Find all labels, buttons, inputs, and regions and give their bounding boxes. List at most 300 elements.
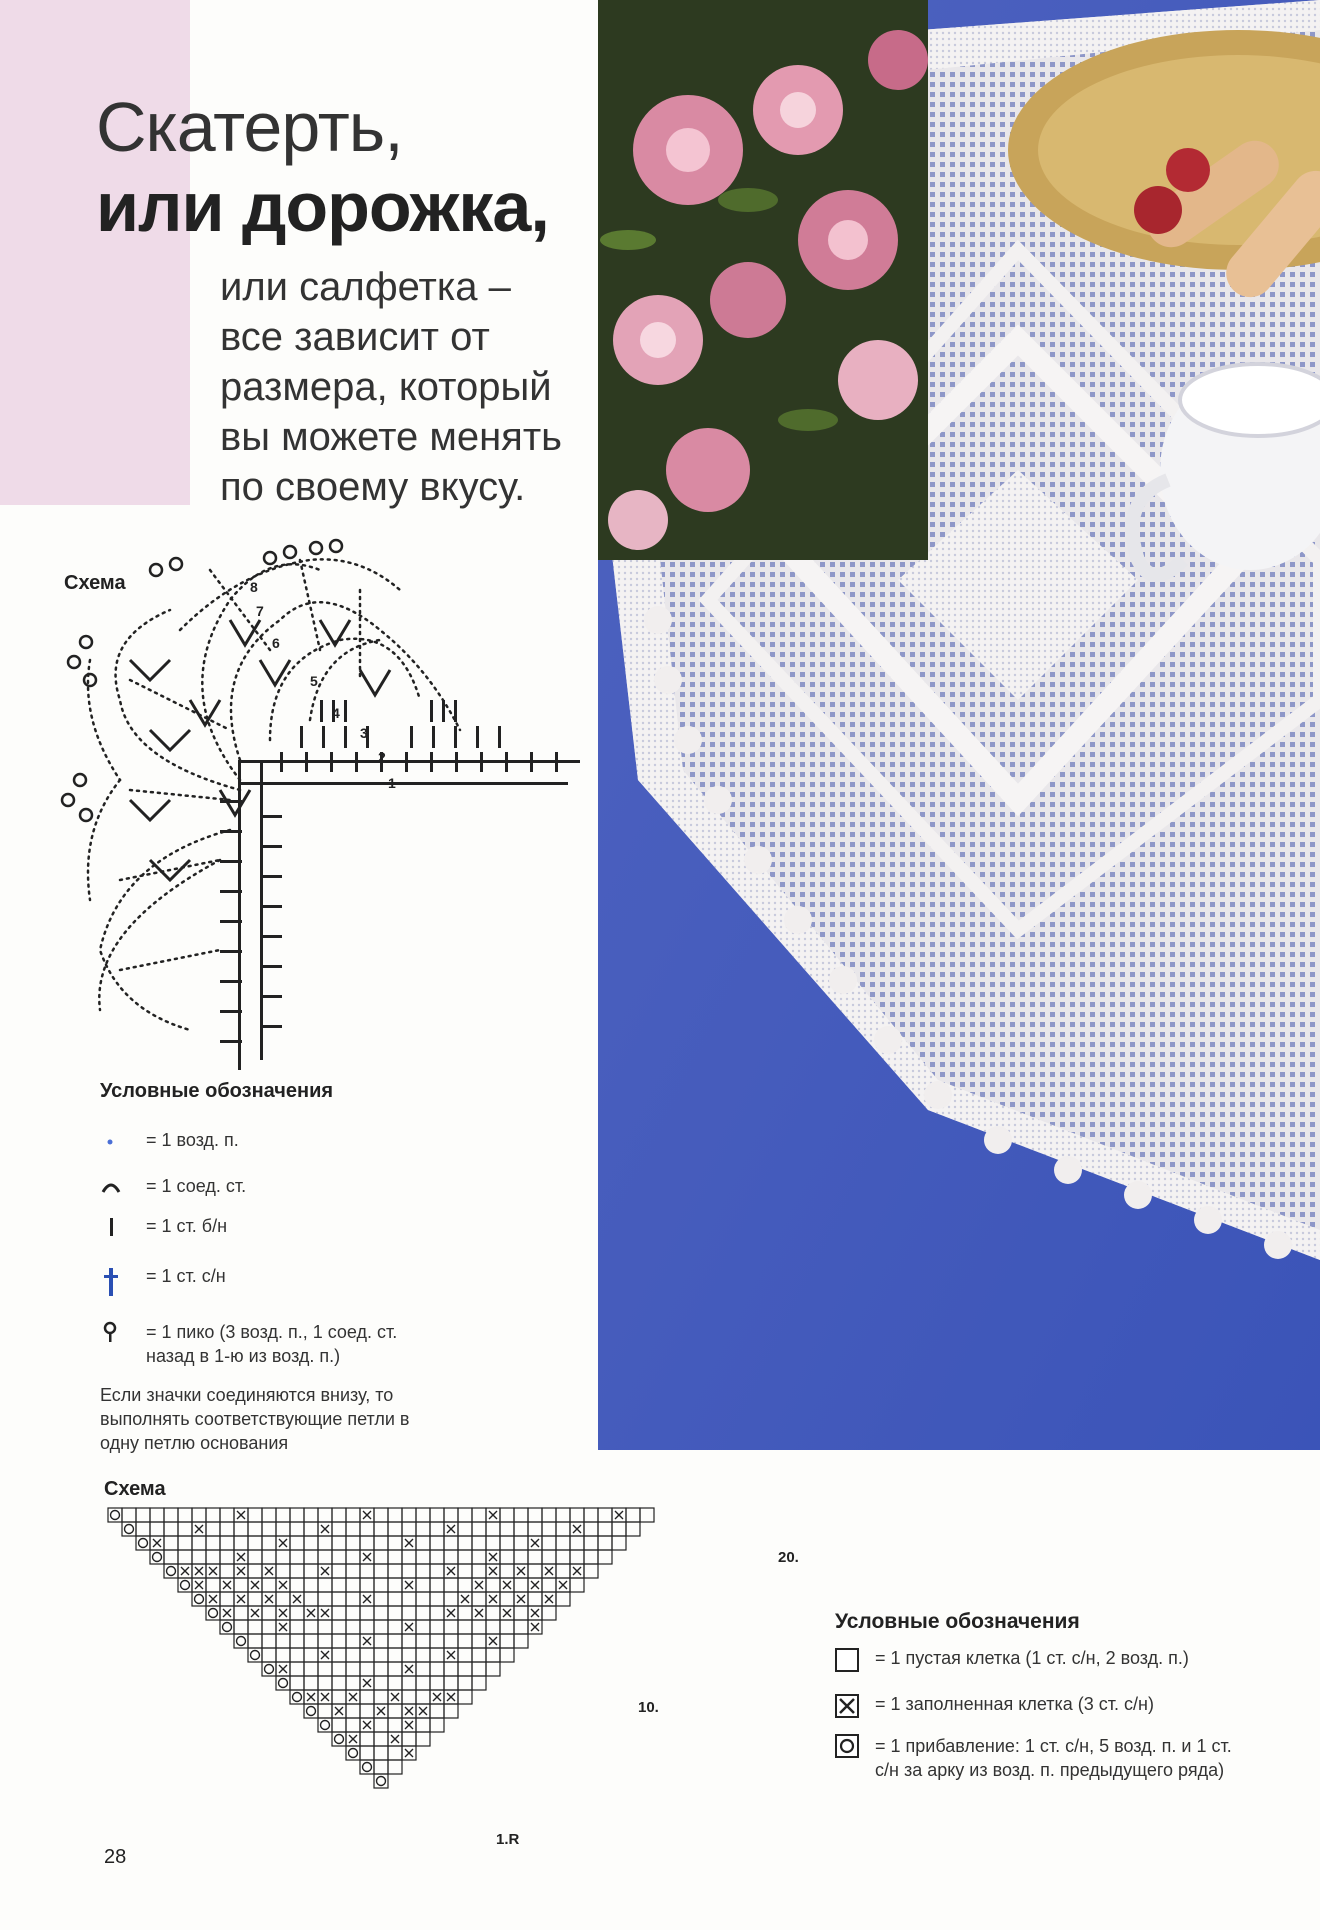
chart-cell (416, 1648, 430, 1662)
chart-cell (318, 1550, 332, 1564)
row-label: 1.R (496, 1831, 520, 1848)
intro-text: или салфетка – все зависит от размера, который вы можете менять по своему вкусу. (220, 265, 562, 509)
chart-cell (402, 1676, 416, 1690)
chart-cell (332, 1606, 346, 1620)
chart-cell (472, 1620, 486, 1634)
filled-mark (209, 1567, 217, 1575)
chart-cell (444, 1592, 458, 1606)
chart-cell (416, 1508, 430, 1522)
chart-cell (472, 1648, 486, 1662)
filled-mark (307, 1693, 315, 1701)
chart-cell (346, 1592, 360, 1606)
chart-cell (248, 1550, 262, 1564)
filled-mark (321, 1651, 329, 1659)
chart-cell (458, 1634, 472, 1648)
chart-cell (374, 1578, 388, 1592)
chart-cell (542, 1508, 556, 1522)
chart-cell (206, 1578, 220, 1592)
chart-cell (598, 1522, 612, 1536)
filled-mark (363, 1553, 371, 1561)
row-number: 2 (378, 749, 386, 765)
filled-mark (615, 1511, 623, 1519)
filled-mark (447, 1609, 455, 1617)
chart-cell (234, 1536, 248, 1550)
chart-cell (136, 1508, 150, 1522)
schema2-label: Схема (104, 1478, 166, 1500)
filled-mark (489, 1567, 497, 1575)
chart-cell (458, 1690, 472, 1704)
chart-cell (360, 1606, 374, 1620)
filled-mark (181, 1567, 189, 1575)
chart-cell (472, 1522, 486, 1536)
chart-cell (290, 1634, 304, 1648)
increase-mark (251, 1651, 260, 1660)
chart-cell (500, 1522, 514, 1536)
chart-cell (444, 1662, 458, 1676)
increase-mark (153, 1553, 162, 1562)
chart-cell (304, 1620, 318, 1634)
chart-cell (402, 1550, 416, 1564)
chart-cell (486, 1522, 500, 1536)
chart-cell (192, 1550, 206, 1564)
chart-cell (304, 1676, 318, 1690)
filled-mark (531, 1581, 539, 1589)
chart-cell (318, 1676, 332, 1690)
increase-mark (293, 1693, 302, 1702)
chart-cell (500, 1508, 514, 1522)
chart-cell (234, 1522, 248, 1536)
filled-mark (279, 1623, 287, 1631)
chart-cell (416, 1578, 430, 1592)
chart-cell (416, 1690, 430, 1704)
chart-cell (388, 1634, 402, 1648)
chart-cell (220, 1508, 234, 1522)
chart-cell (416, 1592, 430, 1606)
chart-cell (500, 1648, 514, 1662)
chart-cell (276, 1522, 290, 1536)
increase-mark (279, 1679, 288, 1688)
legend1-title: Условные обозначения (100, 1080, 334, 1102)
chart-cell (570, 1578, 584, 1592)
chart-cell (444, 1508, 458, 1522)
chart-cell (514, 1550, 528, 1564)
chart-cell (290, 1550, 304, 1564)
picot-icon (100, 1320, 146, 1350)
chart-cell (290, 1606, 304, 1620)
chart-cell (430, 1634, 444, 1648)
increase-mark (223, 1623, 232, 1632)
chart-cell (402, 1564, 416, 1578)
filled-mark (405, 1721, 413, 1729)
chart-cell (542, 1606, 556, 1620)
legend2-item: = 1 пустая клетка (1 ст. с/н, 2 возд. п.) (835, 1648, 1189, 1672)
chart-cell (346, 1508, 360, 1522)
legend1-item: = 1 пико (3 возд. п., 1 соед. ст. назад в 1-ю из возд. п.) (100, 1320, 440, 1368)
chain-stitch-icon (100, 1130, 146, 1155)
chart-cell (360, 1662, 374, 1676)
chart-cell (276, 1592, 290, 1606)
filled-mark (223, 1609, 231, 1617)
increase-mark (349, 1749, 358, 1758)
chart-cell (206, 1550, 220, 1564)
filled-mark (349, 1735, 357, 1743)
row-number: 3 (360, 725, 368, 741)
chart-cell (556, 1508, 570, 1522)
chart-cell (150, 1508, 164, 1522)
chart-cell (458, 1536, 472, 1550)
chart-cell (220, 1592, 234, 1606)
chart-cell (164, 1536, 178, 1550)
filled-mark (405, 1665, 413, 1673)
chart-cell (416, 1606, 430, 1620)
chart-cell (430, 1662, 444, 1676)
chart-cell (332, 1536, 346, 1550)
chart-cell (486, 1536, 500, 1550)
chart-cell (430, 1508, 444, 1522)
chart-cell (486, 1620, 500, 1634)
chart-cell (430, 1536, 444, 1550)
filled-mark (251, 1609, 259, 1617)
chart-cell (332, 1522, 346, 1536)
filled-mark (517, 1595, 525, 1603)
chart-cell (248, 1634, 262, 1648)
filled-mark (321, 1567, 329, 1575)
chart-cell (262, 1634, 276, 1648)
chart-cell (500, 1536, 514, 1550)
page-number: 28 (104, 1846, 127, 1868)
chart-cell (374, 1522, 388, 1536)
chart-cell (248, 1508, 262, 1522)
chart-cell (388, 1578, 402, 1592)
row-number: 5 (310, 673, 318, 689)
increase-mark (335, 1735, 344, 1744)
chart-cell (416, 1550, 430, 1564)
chart-cell (584, 1536, 598, 1550)
chart-cell (416, 1522, 430, 1536)
chart-cell (290, 1676, 304, 1690)
chart-cell (374, 1746, 388, 1760)
chart-cell (234, 1606, 248, 1620)
pink-header-band (0, 0, 190, 505)
filled-mark (405, 1749, 413, 1757)
chart-cell (248, 1564, 262, 1578)
chart-cell (542, 1578, 556, 1592)
chart-cell (374, 1620, 388, 1634)
page-title-line1: Скатерть, (96, 88, 403, 166)
filled-mark (237, 1567, 245, 1575)
chart-cell (346, 1648, 360, 1662)
increase-mark (265, 1665, 274, 1674)
chart-cell (276, 1550, 290, 1564)
chart-cell (290, 1522, 304, 1536)
chart-cell (514, 1606, 528, 1620)
lace-tablecloth-photo (598, 0, 1320, 1450)
legend1-note: Если значки соединяются внизу, то выполнять соответствующие петли в одну петлю основания (100, 1385, 410, 1453)
chart-cell (458, 1620, 472, 1634)
chart-cell (528, 1550, 542, 1564)
chart-cell (332, 1564, 346, 1578)
chart-cell (360, 1746, 374, 1760)
filled-mark (531, 1623, 539, 1631)
chart-cell (416, 1676, 430, 1690)
chart-cell (472, 1592, 486, 1606)
filled-mark (447, 1525, 455, 1533)
chart-cell (332, 1690, 346, 1704)
chart-cell (444, 1536, 458, 1550)
chart-cell (346, 1662, 360, 1676)
chart-cell (486, 1606, 500, 1620)
chart-cell (388, 1662, 402, 1676)
chart-cell (262, 1620, 276, 1634)
chart-cell (430, 1648, 444, 1662)
chart-cell (570, 1536, 584, 1550)
chart-cell (290, 1564, 304, 1578)
chart-cell (388, 1564, 402, 1578)
chart-cell (290, 1662, 304, 1676)
chart-cell (402, 1634, 416, 1648)
chart-cell (304, 1592, 318, 1606)
filled-mark (531, 1539, 539, 1547)
chart-cell (346, 1704, 360, 1718)
filled-square-icon (835, 1694, 859, 1718)
chart-cell (192, 1536, 206, 1550)
chart-cell (150, 1522, 164, 1536)
chart-cell (402, 1606, 416, 1620)
chart-cell (556, 1564, 570, 1578)
filled-mark (489, 1511, 497, 1519)
chart-cell (374, 1564, 388, 1578)
chart-cell (500, 1592, 514, 1606)
chart-cell (402, 1522, 416, 1536)
row-label: 10. (638, 1699, 659, 1716)
chart-cell (360, 1648, 374, 1662)
chart-cell (304, 1536, 318, 1550)
chart-cell (472, 1676, 486, 1690)
chart-cell (318, 1592, 332, 1606)
chart-cell (430, 1606, 444, 1620)
double-crochet-icon (100, 1266, 146, 1303)
filled-mark (489, 1637, 497, 1645)
chart-cell (612, 1536, 626, 1550)
chart-cell (192, 1508, 206, 1522)
chart-cell (346, 1606, 360, 1620)
chart-cell (472, 1508, 486, 1522)
chart-cell (304, 1564, 318, 1578)
row-number: 1 (388, 775, 396, 791)
row-number: 4 (332, 705, 340, 721)
filet-crochet-chart (100, 1500, 820, 1860)
chart-cell (276, 1634, 290, 1648)
chart-cell (318, 1536, 332, 1550)
chart-cell (276, 1508, 290, 1522)
chart-cell (220, 1522, 234, 1536)
chart-cell (276, 1648, 290, 1662)
row-number: 8 (250, 579, 258, 595)
chart-cell (388, 1606, 402, 1620)
chart-cell (388, 1592, 402, 1606)
chart-cell (444, 1620, 458, 1634)
filled-mark (391, 1735, 399, 1743)
filled-mark (559, 1581, 567, 1589)
chart-cell (234, 1578, 248, 1592)
chart-cell (514, 1620, 528, 1634)
increase-mark (321, 1721, 330, 1730)
chart-cell (458, 1508, 472, 1522)
chart-cell (458, 1648, 472, 1662)
chart-cell (248, 1592, 262, 1606)
chart-cell (276, 1564, 290, 1578)
chart-cell (346, 1550, 360, 1564)
chart-cell (388, 1718, 402, 1732)
chart-cell (444, 1578, 458, 1592)
chart-cell (388, 1550, 402, 1564)
chart-cell (472, 1550, 486, 1564)
chart-cell (388, 1536, 402, 1550)
chart-cell (136, 1522, 150, 1536)
filled-mark (475, 1609, 483, 1617)
chart-cell (206, 1508, 220, 1522)
chart-cell (472, 1662, 486, 1676)
filled-mark (279, 1539, 287, 1547)
chart-cell (584, 1522, 598, 1536)
chart-cell (290, 1508, 304, 1522)
increase-mark (209, 1609, 218, 1618)
chart-cell (514, 1536, 528, 1550)
filled-mark (363, 1637, 371, 1645)
chart-cell (248, 1620, 262, 1634)
chart-cell (430, 1620, 444, 1634)
legend2-title: Условные обозначения (835, 1610, 1080, 1633)
chart-cell (402, 1732, 416, 1746)
row-number: 6 (272, 635, 280, 651)
increase-mark (181, 1581, 190, 1590)
filled-mark (489, 1595, 497, 1603)
chart-cell (332, 1718, 346, 1732)
chart-cell (346, 1564, 360, 1578)
chart-cell (318, 1508, 332, 1522)
chart-cell (374, 1690, 388, 1704)
filled-mark (531, 1609, 539, 1617)
chart-cell (486, 1648, 500, 1662)
chart-cell (360, 1690, 374, 1704)
chart-cell (584, 1564, 598, 1578)
filled-mark (545, 1567, 553, 1575)
chart-cell (304, 1634, 318, 1648)
filled-mark (363, 1511, 371, 1519)
chart-cell (416, 1662, 430, 1676)
chart-cell (416, 1536, 430, 1550)
filled-mark (349, 1693, 357, 1701)
filled-mark (377, 1707, 385, 1715)
chart-cell (262, 1606, 276, 1620)
filled-mark (237, 1595, 245, 1603)
filled-mark (223, 1581, 231, 1589)
chart-cell (262, 1508, 276, 1522)
chart-cell (430, 1592, 444, 1606)
filled-mark (489, 1553, 497, 1561)
chart-cell (346, 1536, 360, 1550)
chart-cell (374, 1718, 388, 1732)
chart-cell (318, 1634, 332, 1648)
chart-cell (528, 1522, 542, 1536)
filled-mark (195, 1525, 203, 1533)
chart-cell (304, 1648, 318, 1662)
chart-cell (248, 1536, 262, 1550)
chart-cell (304, 1578, 318, 1592)
chart-cell (374, 1536, 388, 1550)
filled-mark (545, 1595, 553, 1603)
chart-cell (332, 1662, 346, 1676)
schema1-label: Схема (64, 572, 126, 594)
filled-mark (265, 1567, 273, 1575)
row-label: 20. (778, 1549, 799, 1566)
increase-square-icon (835, 1734, 859, 1758)
filled-mark (433, 1693, 441, 1701)
chart-cell (430, 1522, 444, 1536)
filled-mark (363, 1595, 371, 1603)
chart-cell (584, 1550, 598, 1564)
chart-cell (598, 1508, 612, 1522)
chart-cell (514, 1508, 528, 1522)
chart-cell (332, 1578, 346, 1592)
chart-cell (262, 1522, 276, 1536)
chart-cell (472, 1564, 486, 1578)
legend1-item: = 1 ст. б/н (100, 1216, 227, 1243)
chart-cell (374, 1662, 388, 1676)
chart-cell (346, 1522, 360, 1536)
chart-cell (346, 1634, 360, 1648)
chart-cell (430, 1564, 444, 1578)
chart-cell (262, 1550, 276, 1564)
filled-mark (153, 1539, 161, 1547)
legend2-item: = 1 заполненная клетка (3 ст. с/н) (835, 1694, 1154, 1718)
legend1-item: = 1 ст. с/н (100, 1266, 226, 1303)
chart-cell (416, 1718, 430, 1732)
chart-cell (514, 1522, 528, 1536)
chart-cell (486, 1662, 500, 1676)
chart-cell (262, 1578, 276, 1592)
empty-square-icon (835, 1648, 859, 1672)
chart-cell (374, 1634, 388, 1648)
chart-cell (262, 1536, 276, 1550)
filled-mark (391, 1693, 399, 1701)
chart-cell (220, 1536, 234, 1550)
chart-cell (430, 1704, 444, 1718)
increase-mark (377, 1777, 386, 1786)
chart-cell (304, 1508, 318, 1522)
chart-cell (556, 1536, 570, 1550)
row-number: 7 (256, 603, 264, 619)
filled-mark (251, 1581, 259, 1589)
chart-cell (374, 1676, 388, 1690)
filled-mark (475, 1581, 483, 1589)
chart-cell (304, 1522, 318, 1536)
chart-cell (374, 1648, 388, 1662)
chart-cell (430, 1578, 444, 1592)
chart-cell (416, 1564, 430, 1578)
chart-cell (458, 1606, 472, 1620)
chart-cell (178, 1536, 192, 1550)
increase-mark (167, 1567, 176, 1576)
chart-cell (444, 1704, 458, 1718)
chart-cell (528, 1592, 542, 1606)
filled-mark (419, 1707, 427, 1715)
chart-cell (332, 1634, 346, 1648)
filled-mark (335, 1707, 343, 1715)
filled-mark (321, 1609, 329, 1617)
chart-cell (346, 1718, 360, 1732)
chart-cell (388, 1508, 402, 1522)
